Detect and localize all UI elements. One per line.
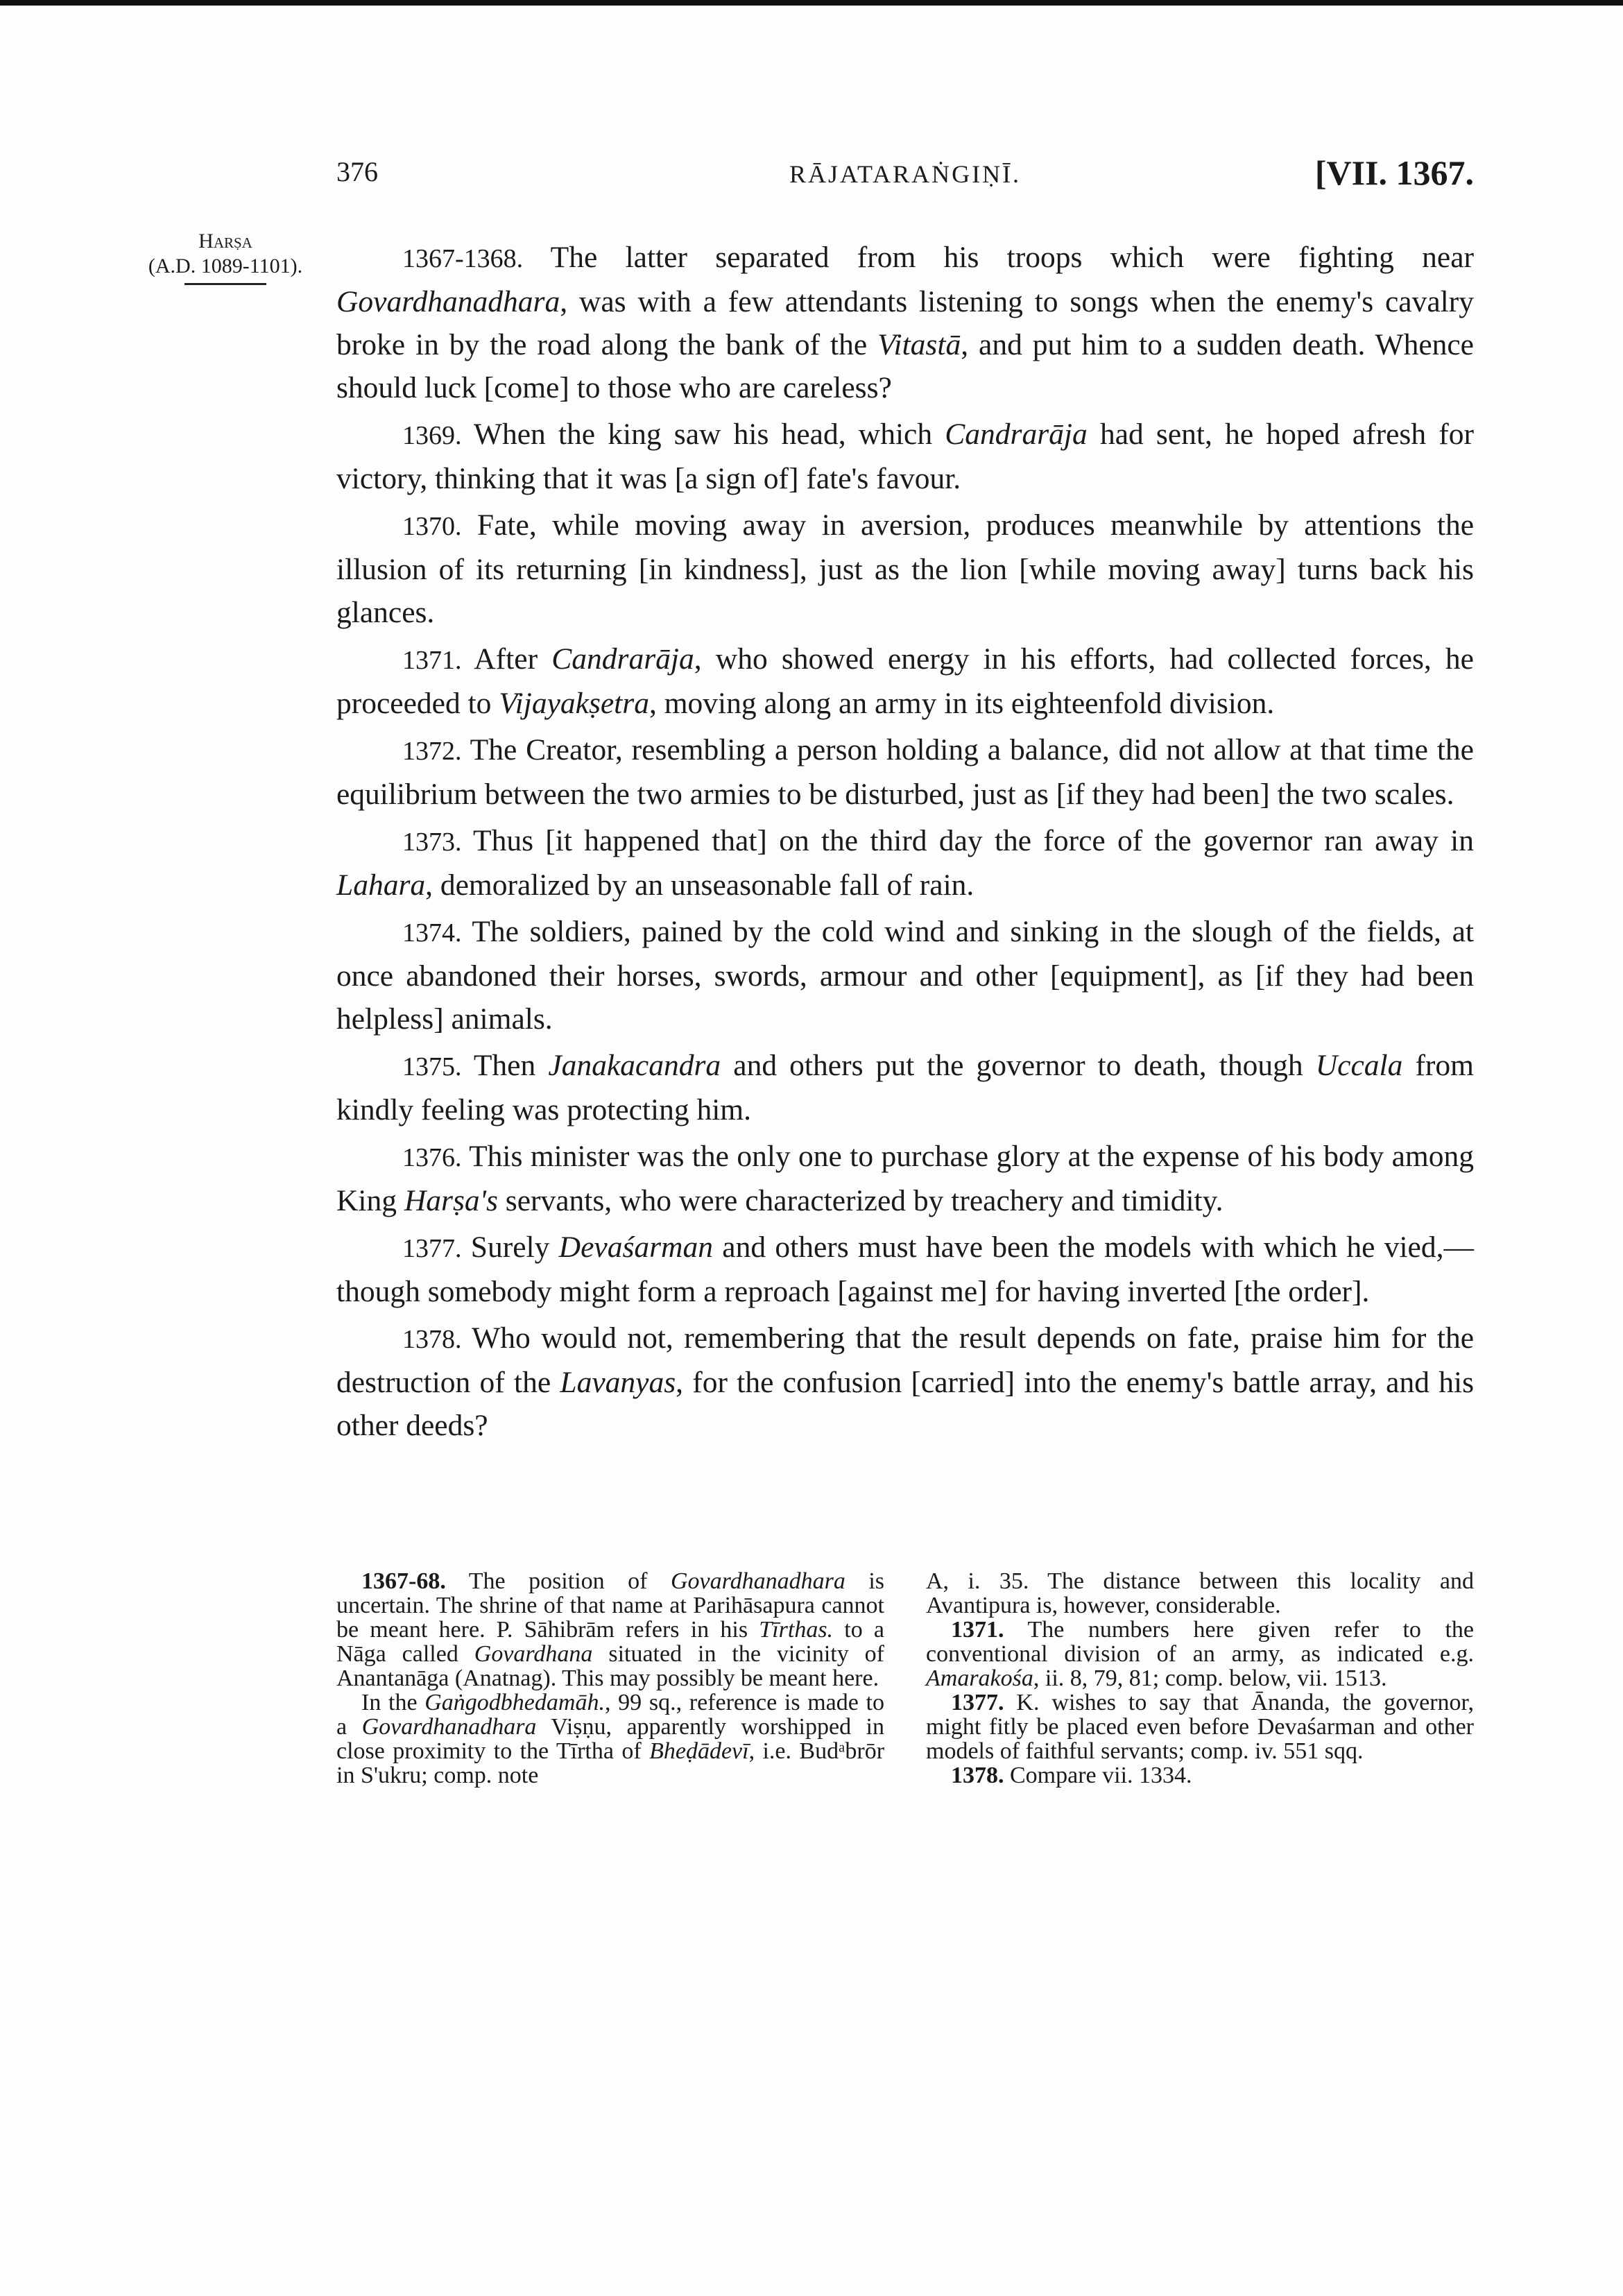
text-run: , moving along an army in its eighteenfold division. <box>649 687 1275 720</box>
italic-term: Vitastā <box>877 328 961 361</box>
text-run: , i.e. Budᵃbrōr in S'ukru; comp. note <box>336 1738 885 1788</box>
verse-number: 1375. <box>402 1052 462 1081</box>
text-run: The soldiers, pained by the cold wind and sinking in the slough of the fields, at once abandoned their horses, swords, armour and other [equipment], as [if they had been helpless] animals. <box>336 915 1474 1036</box>
text-run: The position of <box>445 1568 671 1594</box>
text-run: , 99 sq., reference is made to a <box>336 1690 885 1740</box>
verse <box>336 1044 1474 1131</box>
margin-king-name: Harṣa <box>198 230 252 252</box>
margin-dates: (A.D. 1089-1101). <box>148 255 303 277</box>
verse <box>336 413 1474 500</box>
text-run: had sent, he hoped afresh for victory, thinking that it was [a sign of] fate's favour. <box>336 418 1474 495</box>
italic-term: Lahara <box>336 868 426 902</box>
text-run: and others put the governor to death, though <box>721 1049 1316 1082</box>
text-run: The latter separated from his troops which were fighting near <box>523 241 1474 274</box>
text-run: A, i. 35. The distance between this locality and Avantipura is, however, considerable. <box>926 1568 1474 1618</box>
main-text <box>336 236 1474 1450</box>
italic-term: Govardhanadhara <box>361 1714 537 1740</box>
verse <box>336 1226 1474 1313</box>
verse <box>336 637 1474 725</box>
verse <box>336 504 1474 634</box>
text-run: When the king saw his head, which <box>461 418 945 451</box>
italic-term: Tīrthas. <box>759 1617 834 1643</box>
verse-number: 1377. <box>951 1690 1004 1715</box>
text-run: situated in the vicinity of Anantanāga (Anatnag). This may possibly be meant here. <box>336 1641 885 1691</box>
text-run: , ii. 8, 79, 81; comp. below, vii. 1513. <box>1033 1665 1387 1691</box>
italic-term: Govardhana <box>474 1641 593 1667</box>
verse-number: 1367-1368. <box>402 244 524 273</box>
text-run: Surely <box>461 1231 559 1264</box>
italic-term: Lavanyas <box>560 1366 676 1399</box>
page-header <box>336 155 1474 204</box>
verse-number: 1371. <box>402 646 462 675</box>
footnotes-left-column <box>336 1569 884 1788</box>
verse-number: 1369. <box>402 421 462 450</box>
text-run: In the <box>361 1690 425 1715</box>
verse-number: 1378. <box>402 1325 462 1354</box>
margin-note <box>125 229 326 285</box>
italic-term: Bheḍādevī <box>649 1738 749 1764</box>
page-top-border <box>0 0 1623 6</box>
verse-number: 1376. <box>402 1143 462 1172</box>
italic-term: Gaṅgodbhedamāh. <box>424 1690 605 1715</box>
running-title: RĀJATARAṄGIṆĪ. <box>789 160 1022 188</box>
footnote <box>926 1763 1474 1788</box>
italic-term: Amarakośa <box>926 1665 1033 1691</box>
footnote <box>926 1618 1474 1690</box>
verse <box>336 1135 1474 1222</box>
italic-term: Candrarāja <box>551 642 694 676</box>
verse-number: 1370. <box>402 512 462 541</box>
text-run: This minister was the only one to purchase glory at the expense of his body among King <box>336 1140 1474 1217</box>
text-run: , and put him to a sudden death. Whence should luck [come] to those who are careless? <box>336 328 1474 404</box>
text-run: , for the confusion [carried] into the enemy's battle array, and his other deeds? <box>336 1366 1475 1442</box>
footnote <box>336 1569 884 1690</box>
text-run: K. wishes to say that Ānanda, the governor, might fitly be placed even before Devaśarman and other models of faithful servants; comp. iv. 551 sqq. <box>926 1690 1474 1764</box>
text-run: is uncertain. The shrine of that name at Parihāsapura cannot be meant here. P. Sāhibrām refers in his <box>336 1568 885 1643</box>
text-run: Viṣṇu, apparently worshipped in close proximity to the Tīrtha of <box>336 1714 885 1764</box>
text-run: The numbers here given refer to the conventional division of an army, as indicated e.g. <box>926 1617 1474 1667</box>
text-run: Fate, while moving away in aversion, produces meanwhile by attentions the illusion of its returning [in kindness], just as the lion [while moving away] turns back his glances. <box>336 508 1474 629</box>
italic-term: Uccala <box>1315 1049 1403 1082</box>
text-run: After <box>461 642 552 676</box>
italic-term: Janakacandra <box>548 1049 721 1082</box>
margin-rule <box>184 283 266 285</box>
verse <box>336 819 1474 907</box>
italic-term: Harṣa's <box>404 1184 498 1217</box>
verse <box>336 1317 1474 1447</box>
text-run: to a Nāga called <box>336 1617 884 1667</box>
text-run: from kindly feeling was protecting him. <box>336 1049 1475 1126</box>
text-run: The Creator, resembling a person holding a balance, did not allow at that time the equilibrium between the two armies to be disturbed, just as [if they had been] the two scales. <box>336 733 1474 811</box>
verse-number: 1372. <box>402 737 462 766</box>
verse-number: 1371. <box>951 1617 1004 1643</box>
footnote <box>336 1690 884 1788</box>
text-run: Who would not, remembering that the result depends on fate, praise him for the destruction of the <box>336 1321 1474 1399</box>
verse <box>336 728 1474 816</box>
verse-number: 1378. <box>951 1763 1004 1788</box>
italic-term: Vijayakṣetra <box>499 687 649 720</box>
text-run: and others must have been the models with which he vied,—though somebody might form a reproach [against me] for having inverted [the order]. <box>336 1231 1474 1308</box>
verse <box>336 236 1474 409</box>
footnote <box>926 1690 1474 1763</box>
section-reference: [VII. 1367. <box>1314 153 1474 192</box>
page-number: 376 <box>336 156 378 187</box>
verse-number: 1377. <box>402 1234 462 1263</box>
footnotes-right-column <box>926 1569 1474 1788</box>
text-run: servants, who were characterized by treachery and timidity. <box>497 1184 1223 1217</box>
italic-term: Devaśarman <box>558 1231 713 1264</box>
verse <box>336 910 1474 1040</box>
text-run: Thus [it happened that] on the third day the force of the governor ran away in <box>461 824 1474 857</box>
text-run: Compare vii. 1334. <box>1004 1763 1192 1788</box>
verse-number: 1367-68. <box>361 1568 446 1594</box>
text-run: , demoralized by an unseasonable fall of rain. <box>425 868 974 902</box>
italic-term: Candrarāja <box>945 418 1088 451</box>
verse-number: 1373. <box>402 828 462 857</box>
footnote <box>926 1569 1474 1618</box>
italic-term: Govardhanadhara <box>336 285 560 318</box>
italic-term: Govardhanadhara <box>670 1568 845 1594</box>
text-run: , was with a few attendants listening to songs when the enemy's cavalry broke in by the road along the bank of the <box>336 285 1474 361</box>
text-run: Then <box>461 1049 549 1082</box>
text-run: , who showed energy in his efforts, had collected forces, he proceeded to <box>336 642 1474 720</box>
verse-number: 1374. <box>402 918 462 948</box>
